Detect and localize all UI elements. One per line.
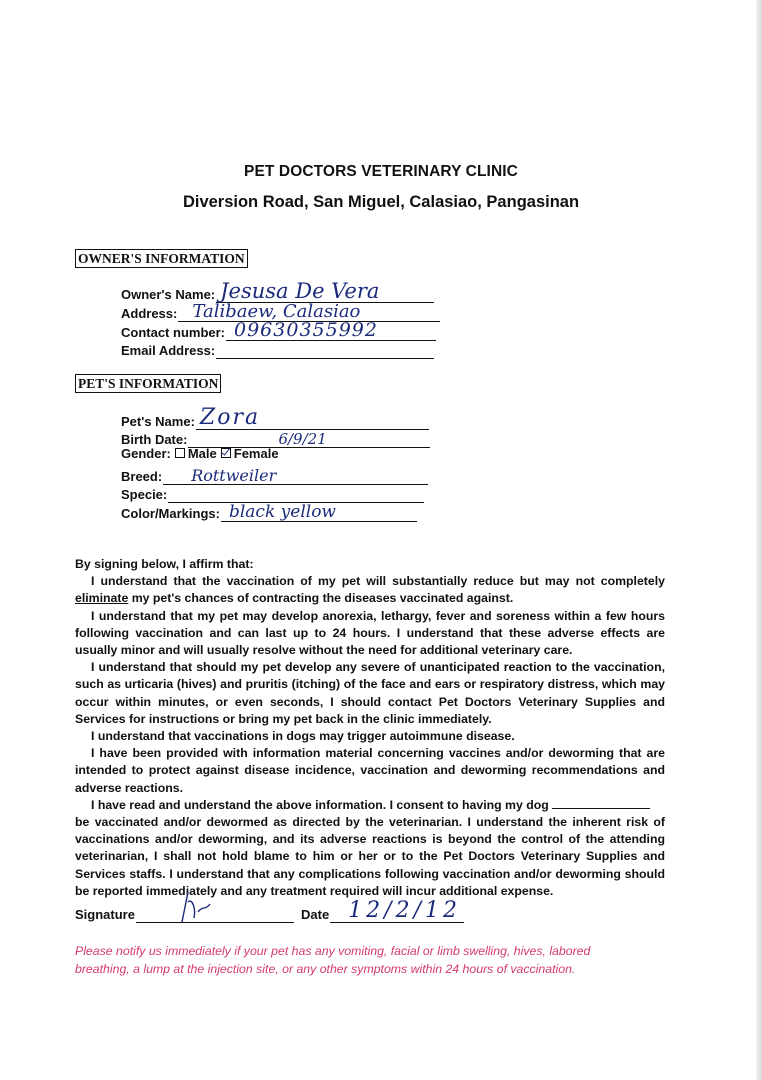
birth-date-value: 6/9/21 (278, 430, 327, 448)
contact-value: 09630355992 (234, 319, 378, 341)
signature-scribble (176, 888, 216, 926)
birth-date-field (121, 427, 430, 448)
breed-label: Breed: (121, 469, 163, 484)
male-label: Male (187, 446, 217, 461)
affirm-paragraph-3: I understand that should my pet develop any severe of unanticipated reaction to the vaccination, such as urticaria (hives) and pruritis (itching) of the face and ears or respiratory distress, which may occur within minutes, or even seconds, I should contact Pet Doctors Veterinary Supplies and Services for instructions or bring my pet back in the clinic immediately. (75, 660, 665, 726)
female-label: Female (233, 446, 279, 461)
female-checkbox[interactable] (221, 448, 231, 458)
birth-date-label: Birth Date: (121, 432, 188, 447)
affirm-paragraph-4: I understand that vaccinations in dogs may trigger autoimmune disease. (91, 729, 515, 744)
date-label: Date (301, 907, 330, 922)
pet-name-value: Zora (199, 405, 261, 430)
gender-field (121, 446, 279, 462)
clinic-address: Diversion Road, San Miguel, Calasiao, Pangasinan (182, 193, 580, 211)
birth-date-line[interactable] (188, 427, 430, 448)
color-value: black yellow (228, 502, 336, 522)
email-label: Email Address: (121, 343, 216, 358)
gender-label: Gender: (121, 446, 171, 461)
breed-value: Rottweiler (191, 466, 277, 485)
owner-name-label: Owner's Name: (121, 287, 216, 302)
dog-name-blank[interactable] (552, 798, 650, 809)
color-field (121, 501, 417, 522)
owner-name-value: Jesusa De Vera (220, 279, 380, 303)
email-line[interactable] (216, 338, 434, 359)
affirm-paragraph-6: I have read and understand the above information. I consent to having my dog (75, 797, 665, 814)
specie-label: Specie: (121, 487, 168, 502)
signature-line[interactable] (136, 902, 294, 923)
date-field (301, 898, 464, 923)
specie-field (121, 482, 424, 503)
clinic-name: PET DOCTORS VETERINARY CLINIC (244, 163, 518, 180)
affirm-paragraph-1: I understand that the vaccination of my pet will substantially reduce but may not completely eliminate my pet's chances of contracting the diseases vaccinated against. (75, 574, 665, 606)
address-label: Address: (121, 306, 178, 321)
pet-section-title: PET'S INFORMATION (75, 374, 221, 393)
affirm-paragraph-2: I understand that my pet may develop anorexia, lethargy, fever and soreness within a few hours following vaccination and can last up to 24 hours. I understand that these adverse effects are usually minor and will usually resolve without the need for additional veterinary care. (75, 608, 665, 658)
scan-edge-shadow (756, 0, 762, 1080)
affirmation-text (75, 556, 665, 900)
owner-name-field (121, 279, 434, 303)
contact-label: Contact number: (121, 325, 225, 340)
specie-line[interactable] (168, 482, 424, 503)
address-value: Talibaew, Calasiao (192, 301, 361, 322)
post-vaccination-notice: Please notify us immediately if your pet has any vomiting, facial or limb swelling, hives, labored breathing, a lump at the injection site, or any other symptoms within 24 hours of vaccination. (75, 944, 591, 976)
affirm-intro: By signing below, I affirm that: (75, 557, 254, 571)
color-line[interactable] (221, 501, 417, 522)
email-field (121, 338, 434, 359)
owner-name-line[interactable] (216, 279, 434, 303)
signature-label: Signature (75, 907, 135, 922)
date-value: 12/2/12 (348, 898, 461, 923)
signature-field (75, 902, 294, 923)
date-line[interactable] (330, 898, 464, 923)
affirm-paragraph-7: be vaccinated and/or dewormed as directed by the veterinarian. I understand the inherent risk of vaccinations and/or deworming, and its adverse reactions is beyond the control of the attending veterinarian, I shall not hold blame to him or her or to the Pet Doctors Veterinary Supplies and Services staffs. I understand that any complications following vaccination and/or deworming should be reported immediately and any treatment required will incur additional expense. (75, 815, 665, 898)
male-checkbox[interactable] (175, 448, 185, 458)
pet-name-label: Pet's Name: (121, 414, 195, 429)
color-label: Color/Markings: (121, 506, 220, 521)
owner-section-title: OWNER'S INFORMATION (75, 249, 248, 268)
affirm-paragraph-5: I have been provided with information material concerning vaccines and/or deworming that are intended to protect against disease incidence, vaccination and deworming recommendations and adverse reactions. (75, 746, 665, 795)
